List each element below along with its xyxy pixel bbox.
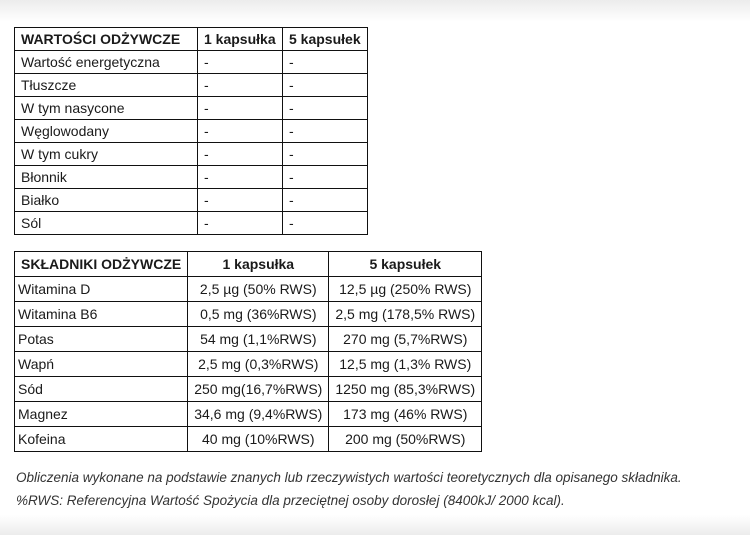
column-header: 1 kapsułka — [198, 28, 283, 51]
row-label: Wartość energetyczna — [15, 51, 198, 74]
cell-value: - — [283, 143, 368, 166]
row-label: Sód — [15, 377, 188, 402]
cell-value: - — [198, 97, 283, 120]
cell-value: - — [283, 51, 368, 74]
cell-value: 12,5 µg (250% RWS) — [329, 277, 482, 302]
table-row — [15, 402, 482, 427]
row-label: Potas — [15, 327, 188, 352]
cell-value: - — [283, 120, 368, 143]
row-label: W tym nasycone — [15, 97, 198, 120]
column-header: 1 kapsułka — [188, 252, 329, 277]
table-row — [15, 189, 368, 212]
row-label: Błonnik — [15, 166, 198, 189]
calculation-note: Obliczenia wykonane na podstawie znanych lub rzeczywistych wartości teoretycznych dla opisanego składnika. — [16, 470, 682, 485]
row-label: Witamina D — [15, 277, 188, 302]
row-label: Białko — [15, 189, 198, 212]
cell-value: - — [283, 212, 368, 235]
table-row — [15, 427, 482, 452]
table-row — [15, 97, 368, 120]
cell-value: - — [198, 212, 283, 235]
rws-definition-note: %RWS: Referencyjna Wartość Spożycia dla przeciętnej osoby dorosłej (8400kJ/ 2000 kcal). — [16, 493, 565, 508]
table-row — [15, 277, 482, 302]
table-row — [15, 143, 368, 166]
cell-value: 270 mg (5,7%RWS) — [329, 327, 482, 352]
cell-value: - — [198, 189, 283, 212]
bottom-shadow — [0, 515, 750, 535]
cell-value: 12,5 mg (1,3% RWS) — [329, 352, 482, 377]
cell-value: 0,5 mg (36%RWS) — [188, 302, 329, 327]
top-shadow — [0, 0, 750, 22]
cell-value: - — [283, 74, 368, 97]
cell-value: 200 mg (50%RWS) — [329, 427, 482, 452]
table-row — [15, 352, 482, 377]
cell-value: 173 mg (46% RWS) — [329, 402, 482, 427]
row-label: Kofeina — [15, 427, 188, 452]
cell-value: - — [198, 143, 283, 166]
table-row — [15, 327, 482, 352]
row-label: Magnez — [15, 402, 188, 427]
column-header: 5 kapsułek — [329, 252, 482, 277]
column-header: WARTOŚCI ODŻYWCZE — [15, 28, 198, 51]
cell-value: - — [198, 74, 283, 97]
nutrients-table — [14, 251, 482, 452]
table-row — [15, 166, 368, 189]
cell-value: 250 mg(16,7%RWS) — [188, 377, 329, 402]
table-row — [15, 302, 482, 327]
table-row — [15, 51, 368, 74]
cell-value: 2,5 mg (178,5% RWS) — [329, 302, 482, 327]
table-header-row — [15, 252, 482, 277]
nutrition-values-table — [14, 27, 368, 235]
row-label: W tym cukry — [15, 143, 198, 166]
cell-value: 40 mg (10%RWS) — [188, 427, 329, 452]
row-label: Węglowodany — [15, 120, 198, 143]
cell-value: 2,5 µg (50% RWS) — [188, 277, 329, 302]
table-row — [15, 74, 368, 97]
cell-value: - — [283, 166, 368, 189]
row-label: Witamina B6 — [15, 302, 188, 327]
table-row — [15, 212, 368, 235]
table-header-row — [15, 28, 368, 51]
cell-value: - — [198, 51, 283, 74]
row-label: Sól — [15, 212, 198, 235]
cell-value: - — [283, 189, 368, 212]
cell-value: - — [283, 97, 368, 120]
row-label: Wapń — [15, 352, 188, 377]
cell-value: 34,6 mg (9,4%RWS) — [188, 402, 329, 427]
cell-value: 2,5 mg (0,3%RWS) — [188, 352, 329, 377]
cell-value: 1250 mg (85,3%RWS) — [329, 377, 482, 402]
cell-value: 54 mg (1,1%RWS) — [188, 327, 329, 352]
cell-value: - — [198, 120, 283, 143]
cell-value: - — [198, 166, 283, 189]
row-label: Tłuszcze — [15, 74, 198, 97]
column-header: SKŁADNIKI ODŻYWCZE — [15, 252, 188, 277]
table-row — [15, 120, 368, 143]
table-row — [15, 377, 482, 402]
column-header: 5 kapsułek — [283, 28, 368, 51]
